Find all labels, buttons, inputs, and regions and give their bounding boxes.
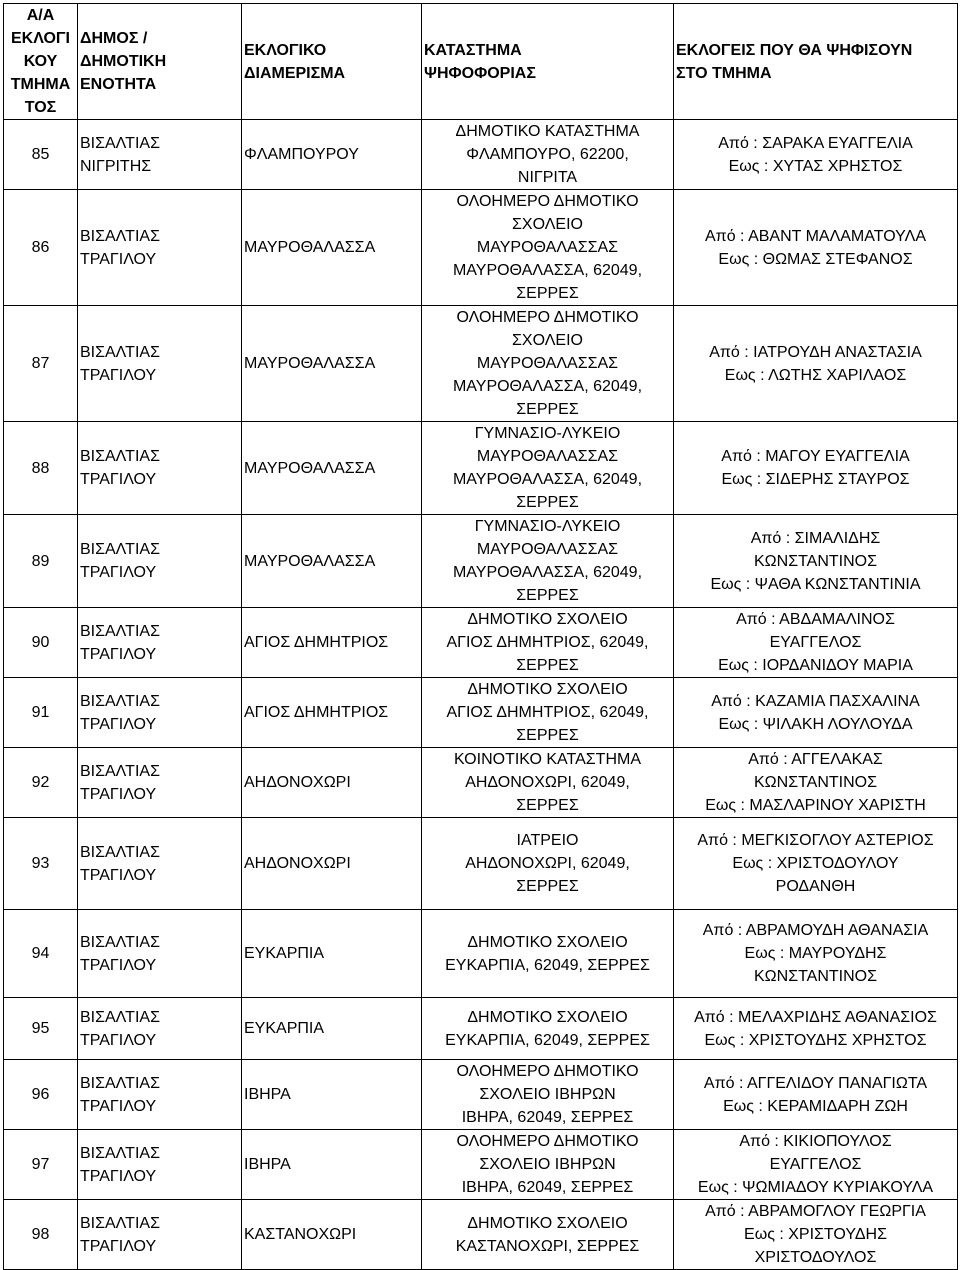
voters-range-cell-line: Από : ΑΓΓΕΛΑΚΑΣ xyxy=(748,751,883,768)
voters-range-cell-line: ΚΩΝΣΤΑΝΤΙΝΟΣ xyxy=(754,968,877,985)
voters-range-cell-line: Από : ΚΑΖΑΜΙΑ ΠΑΣΧΑΛΙΝΑ xyxy=(711,692,920,710)
district-cell xyxy=(242,818,422,910)
municipality-cell-line: ΤΡΑΓΙΛΟΥ xyxy=(80,715,157,733)
polling-station-cell-line: ΣΧΟΛΕΙΟ xyxy=(512,216,583,233)
voters-range-cell xyxy=(674,422,958,515)
municipality-cell-line: ΒΙΣΑΛΤΙΑΣ xyxy=(80,762,160,780)
voters-range-cell xyxy=(674,306,958,422)
voters-range-cell-line: ΕΥΑΓΓΕΛΟΣ xyxy=(769,634,862,651)
municipality-cell-line: ΤΡΑΓΙΛΟΥ xyxy=(80,956,157,974)
municipality-cell-line: ΒΙΣΑΛΤΙΑΣ xyxy=(80,448,160,465)
voters-range-cell-line: Εως : ΘΩΜΑΣ ΣΤΕΦΑΝΟΣ xyxy=(718,250,913,268)
polling-station-cell-line: ΜΑΥΡΟΘΑΛΑΣΣΑΣ xyxy=(476,448,619,465)
table-header-row xyxy=(4,4,958,120)
municipality-cell-line: ΤΡΑΓΙΛΟΥ xyxy=(80,785,157,803)
polling-station-cell-line: ΜΑΥΡΟΘΑΛΑΣΣΑ, 62049, xyxy=(452,471,643,488)
section-number-cell: 85 xyxy=(4,120,78,190)
table-row xyxy=(4,1200,958,1270)
district-cell xyxy=(242,678,422,748)
voters-range-cell-line: Από : ΑΒΔΑΜΑΛΙΝΟΣ xyxy=(736,611,895,628)
municipality-cell-line: ΤΡΑΓΙΛΟΥ xyxy=(80,866,157,884)
section-number-cell: 92 xyxy=(4,748,78,818)
table-row xyxy=(4,608,958,678)
municipality-cell-line: ΤΡΑΓΙΛΟΥ xyxy=(80,471,157,488)
voters-range-cell-line: Εως : ΙΟΡΔΑΝΙΔΟΥ ΜΑΡΙΑ xyxy=(718,657,913,674)
municipality-cell-line: ΒΙΣΑΛΤΙΑΣ xyxy=(80,227,160,245)
municipality-cell-line: ΤΡΑΓΙΛΟΥ xyxy=(80,1031,157,1049)
polling-station-cell-line: ΟΛΟΗΜΕΡΟ ΔΗΜΟΤΙΚΟ xyxy=(456,1063,639,1080)
municipality-cell xyxy=(78,1130,242,1200)
voters-range-cell xyxy=(674,515,958,608)
district-cell-line: ΑΓΙΟΣ ΔΗΜΗΤΡΙΟΣ xyxy=(244,634,389,651)
municipality-cell-line: ΤΡΑΓΙΛΟΥ xyxy=(80,564,157,581)
municipality-cell xyxy=(78,678,242,748)
polling-station-cell-line: ΜΑΥΡΟΘΑΛΑΣΣΑ, 62049, xyxy=(452,378,643,395)
voters-range-cell-line: Εως : ΨΩΜΙΑΔΟΥ ΚΥΡΙΑΚΟΥΛΑ xyxy=(697,1179,934,1196)
district-cell xyxy=(242,910,422,998)
municipality-cell-line: ΤΡΑΓΙΛΟΥ xyxy=(80,250,157,268)
polling-station-cell xyxy=(422,306,674,422)
district-cell-line: ΦΛΑΜΠΟΥΡΟΥ xyxy=(244,146,359,163)
voters-range-cell-line: Εως : ΣΙΔΕΡΗΣ ΣΤΑΥΡΟΣ xyxy=(721,471,910,488)
section-number-cell: 96 xyxy=(4,1060,78,1130)
table-row xyxy=(4,678,958,748)
polling-station-cell xyxy=(422,910,674,998)
polling-station-cell-line: ΔΗΜΟΤΙΚΟ ΣΧΟΛΕΙΟ xyxy=(467,1008,628,1026)
polling-station-cell-line: ΓΥΜΝΑΣΙΟ-ΛΥΚΕΙΟ xyxy=(474,518,621,535)
table-row xyxy=(4,998,958,1060)
voters-range-cell-line: Από : ΜΕΓΚΙΣΟΓΛΟΥ ΑΣΤΕΡΙΟΣ xyxy=(697,832,934,849)
section-number-cell: 88 xyxy=(4,422,78,515)
polling-station-cell-line: ΔΗΜΟΤΙΚΟ ΣΧΟΛΕΙΟ xyxy=(467,681,628,698)
municipality-cell-line: ΒΙΣΑΛΤΙΑΣ xyxy=(80,1214,160,1232)
polling-station-cell xyxy=(422,818,674,910)
district-cell-line: ΑΗΔΟΝΟΧΩΡΙ xyxy=(244,774,351,791)
polling-station-cell xyxy=(422,1200,674,1270)
municipality-cell-line: ΤΡΑΓΙΛΟΥ xyxy=(80,645,157,663)
district-cell xyxy=(242,1200,422,1270)
municipality-cell-line: ΒΙΣΑΛΤΙΑΣ xyxy=(80,1008,160,1026)
district-cell-line: ΑΓΙΟΣ ΔΗΜΗΤΡΙΟΣ xyxy=(244,704,389,721)
municipality-cell-line: ΒΙΣΑΛΤΙΑΣ xyxy=(80,1074,160,1092)
polling-station-cell-line: ΣΕΡΡΕΣ xyxy=(516,878,579,895)
header-district: ΕΚΛΟΓΙΚΟ ΔΙΑΜΕΡΙΣΜΑ xyxy=(242,4,422,120)
municipality-cell xyxy=(78,608,242,678)
municipality-cell-line: ΤΡΑΓΙΛΟΥ xyxy=(80,1167,157,1185)
voters-range-cell-line: ΚΩΝΣΤΑΝΤΙΝΟΣ xyxy=(754,552,877,570)
district-cell-line: ΙΒΗΡΑ xyxy=(244,1086,291,1103)
voters-range-cell xyxy=(674,608,958,678)
polling-station-cell xyxy=(422,120,674,190)
polling-station-cell xyxy=(422,1060,674,1130)
voters-range-cell-line: Από : ΑΒΡΑΜΟΓΛΟΥ ΓΕΩΡΓΙΑ xyxy=(705,1203,926,1220)
voters-range-cell-line: Από : ΑΓΓΕΛΙΔΟΥ ΠΑΝΑΓΙΩΤΑ xyxy=(703,1074,928,1092)
polling-station-cell-line: ΣΕΡΡΕΣ xyxy=(516,797,579,814)
voters-range-cell-line: Εως : ΧΥΤΑΣ ΧΡΗΣΤΟΣ xyxy=(728,157,903,175)
municipality-cell xyxy=(78,1060,242,1130)
voters-range-cell xyxy=(674,1060,958,1130)
polling-station-cell-line: ΔΗΜΟΤΙΚΟ ΚΑΤΑΣΤΗΜΑ xyxy=(455,123,640,140)
polling-station-cell-line: ΜΑΥΡΟΘΑΛΑΣΣΑΣ xyxy=(476,355,619,372)
voters-range-cell-line: Εως : ΨΙΛΑΚΗ ΛΟΥΛΟΥΔΑ xyxy=(718,715,913,733)
municipality-cell-line: ΤΡΑΓΙΛΟΥ xyxy=(80,1237,157,1255)
polling-station-cell xyxy=(422,678,674,748)
polling-station-cell-line: ΣΕΡΡΕΣ xyxy=(516,285,579,302)
polling-station-cell-line: ΟΛΟΗΜΕΡΟ ΔΗΜΟΤΙΚΟ xyxy=(456,193,639,210)
voters-range-cell-line: Εως : ΧΡΙΣΤΟΔΟΥΛΟΥ xyxy=(732,855,899,872)
polling-station-cell-line: ΜΑΥΡΟΘΑΛΑΣΣΑ, 62049, xyxy=(452,262,643,279)
polling-station-cell-line: ΙΑΤΡΕΙΟ xyxy=(516,832,579,849)
table-row xyxy=(4,515,958,608)
polling-station-cell-line: ΟΛΟΗΜΕΡΟ ΔΗΜΟΤΙΚΟ xyxy=(456,309,639,326)
municipality-cell-line: ΒΙΣΑΛΤΙΑΣ xyxy=(80,622,160,640)
voters-range-cell-line: Εως : ΜΑΣΛΑΡΙΝΟΥ ΧΑΡΙΣΤΗ xyxy=(705,797,926,814)
voters-range-cell-line: Από : ΑΒΑΝΤ ΜΑΛΑΜΑΤΟΥΛΑ xyxy=(705,227,926,245)
district-cell-line: ΙΒΗΡΑ xyxy=(244,1156,291,1173)
table-row xyxy=(4,190,958,306)
section-number-cell: 90 xyxy=(4,608,78,678)
polling-station-cell-line: ΑΗΔΟΝΟΧΩΡΙ, 62049, xyxy=(465,774,630,791)
municipality-cell xyxy=(78,748,242,818)
section-number-cell: 98 xyxy=(4,1200,78,1270)
polling-station-cell-line: ΔΗΜΟΤΙΚΟ ΣΧΟΛΕΙΟ xyxy=(467,611,628,628)
table-row xyxy=(4,910,958,998)
section-number-cell: 93 xyxy=(4,818,78,910)
municipality-cell-line: ΒΙΣΑΛΤΙΑΣ xyxy=(80,343,160,361)
municipality-cell xyxy=(78,910,242,998)
district-cell xyxy=(242,1060,422,1130)
voters-range-cell-line: Από : ΜΕΛΑΧΡΙΔΗΣ ΑΘΑΝΑΣΙΟΣ xyxy=(694,1008,937,1026)
voters-range-cell-line: Από : ΑΒΡΑΜΟΥΔΗ ΑΘΑΝΑΣΙΑ xyxy=(702,922,929,939)
voters-range-cell-line: Εως : ΧΡΙΣΤΟΥΔΗΣ xyxy=(744,1226,887,1243)
voters-range-cell xyxy=(674,120,958,190)
section-number-cell: 97 xyxy=(4,1130,78,1200)
district-cell xyxy=(242,422,422,515)
district-cell-line: ΜΑΥΡΟΘΑΛΑΣΣΑ xyxy=(244,459,376,477)
polling-station-cell-line: ΣΕΡΡΕΣ xyxy=(516,494,579,511)
section-number-cell: 89 xyxy=(4,515,78,608)
municipality-cell-line: ΒΙΣΑΛΤΙΑΣ xyxy=(80,843,160,861)
polling-station-cell-line: ΔΗΜΟΤΙΚΟ ΣΧΟΛΕΙΟ xyxy=(467,1214,628,1232)
voters-range-cell xyxy=(674,678,958,748)
table-row xyxy=(4,748,958,818)
section-number-cell: 94 xyxy=(4,910,78,998)
polling-station-cell-line: ΜΑΥΡΟΘΑΛΑΣΣΑΣ xyxy=(476,541,619,558)
polling-station-cell-line: ΣΕΡΡΕΣ xyxy=(516,727,579,744)
voters-range-cell-line: Εως : ΚΕΡΑΜΙΔΑΡΗ ΖΩΗ xyxy=(723,1097,908,1115)
voters-range-cell-line: Από : ΣΑΡΑΚΑ ΕΥΑΓΓΕΛΙΑ xyxy=(718,134,913,152)
district-cell xyxy=(242,748,422,818)
header-polling-station: ΚΑΤΑΣΤΗΜΑ ΨΗΦΟΦΟΡΙΑΣ xyxy=(422,4,674,120)
district-cell xyxy=(242,998,422,1060)
polling-station-cell-line: ΕΥΚΑΡΠΙΑ, 62049, ΣΕΡΡΕΣ xyxy=(445,956,650,974)
polling-station-cell-line: ΚΑΣΤΑΝΟΧΩΡΙ, ΣΕΡΡΕΣ xyxy=(455,1237,640,1255)
section-number-cell: 91 xyxy=(4,678,78,748)
polling-station-cell-line: ΣΕΡΡΕΣ xyxy=(516,401,579,418)
table-row xyxy=(4,422,958,515)
section-number-cell: 87 xyxy=(4,306,78,422)
polling-station-cell-line: ΦΛΑΜΠΟΥΡΟ, 62200, xyxy=(466,146,629,163)
district-cell xyxy=(242,1130,422,1200)
municipality-cell xyxy=(78,515,242,608)
header-section-number: Α/Α ΕΚΛΟΓΙ ΚΟΥ ΤΜΗΜΑ ΤΟΣ xyxy=(4,4,78,120)
district-cell xyxy=(242,306,422,422)
municipality-cell xyxy=(78,190,242,306)
polling-station-cell xyxy=(422,422,674,515)
district-cell xyxy=(242,608,422,678)
voters-range-cell-line: Εως : ΜΑΥΡΟΥΔΗΣ xyxy=(744,945,887,962)
polling-station-cell xyxy=(422,608,674,678)
municipality-cell-line: ΝΙΓΡΙΤΗΣ xyxy=(80,157,152,175)
polling-station-cell-line: ΣΧΟΛΕΙΟ xyxy=(512,332,583,349)
voters-range-cell xyxy=(674,1130,958,1200)
voters-range-cell-line: ΕΥΑΓΓΕΛΟΣ xyxy=(769,1156,862,1173)
district-cell xyxy=(242,190,422,306)
table-row xyxy=(4,306,958,422)
voters-range-cell xyxy=(674,748,958,818)
polling-station-cell-line: ΣΧΟΛΕΙΟ ΙΒΗΡΩΝ xyxy=(479,1156,616,1173)
polling-station-cell xyxy=(422,998,674,1060)
district-cell-line: ΜΑΥΡΟΘΑΛΑΣΣΑ xyxy=(244,239,376,256)
district-cell-line: ΑΗΔΟΝΟΧΩΡΙ xyxy=(244,855,351,872)
voters-range-cell-line: Εως : ΧΡΙΣΤΟΥΔΗΣ ΧΡΗΣΤΟΣ xyxy=(704,1031,927,1049)
polling-station-cell xyxy=(422,515,674,608)
district-cell-line: ΜΑΥΡΟΘΑΛΑΣΣΑ xyxy=(244,355,376,372)
polling-station-cell-line: ΣΕΡΡΕΣ xyxy=(516,657,579,674)
district-cell-line: ΜΑΥΡΟΘΑΛΑΣΣΑ xyxy=(244,552,376,570)
polling-station-cell-line: ΚΟΙΝΟΤΙΚΟ ΚΑΤΑΣΤΗΜΑ xyxy=(454,751,641,768)
municipality-cell-line: ΒΙΣΑΛΤΙΑΣ xyxy=(80,692,160,710)
district-cell-line: ΕΥΚΑΡΠΙΑ xyxy=(244,945,325,962)
voters-range-cell xyxy=(674,998,958,1060)
polling-station-cell xyxy=(422,748,674,818)
municipality-cell xyxy=(78,998,242,1060)
district-cell-line: ΚΑΣΤΑΝΟΧΩΡΙ xyxy=(244,1226,357,1243)
polling-station-cell-line: ΓΥΜΝΑΣΙΟ-ΛΥΚΕΙΟ xyxy=(474,425,621,442)
polling-station-cell-line: ΙΒΗΡΑ, 62049, ΣΕΡΡΕΣ xyxy=(461,1109,634,1126)
polling-station-cell-line: ΣΕΡΡΕΣ xyxy=(516,587,579,604)
voters-range-cell-line: Από : ΙΑΤΡΟΥΔΗ ΑΝΑΣΤΑΣΙΑ xyxy=(709,343,922,361)
voters-range-cell-line: Από : ΚΙΚΙΟΠΟΥΛΟΣ xyxy=(739,1133,892,1150)
voters-range-cell xyxy=(674,1200,958,1270)
table-row xyxy=(4,1060,958,1130)
municipality-cell-line: ΒΙΣΑΛΤΙΑΣ xyxy=(80,1144,160,1162)
municipality-cell xyxy=(78,818,242,910)
voters-range-cell-line: Εως : ΨΑΘΑ ΚΩΝΣΤΑΝΤΙΝΙΑ xyxy=(710,575,921,593)
district-cell xyxy=(242,515,422,608)
municipality-cell xyxy=(78,1200,242,1270)
polling-station-cell-line: ΔΗΜΟΤΙΚΟ ΣΧΟΛΕΙΟ xyxy=(467,933,628,951)
voters-range-cell xyxy=(674,190,958,306)
polling-station-cell-line: ΑΗΔΟΝΟΧΩΡΙ, 62049, xyxy=(465,855,630,872)
polling-station-cell-line: ΕΥΚΑΡΠΙΑ, 62049, ΣΕΡΡΕΣ xyxy=(445,1031,650,1049)
voters-range-cell-line: ΧΡΙΣΤΟΔΟΥΛΟΣ xyxy=(754,1249,877,1266)
polling-station-cell-line: ΜΑΥΡΟΘΑΛΑΣΣΑΣ xyxy=(476,239,619,256)
polling-station-cell-line: ΝΙΓΡΙΤΑ xyxy=(517,169,578,186)
municipality-cell-line: ΒΙΣΑΛΤΙΑΣ xyxy=(80,541,160,558)
polling-stations-table xyxy=(3,3,958,1270)
voters-range-cell-line: Εως : ΛΩΤΗΣ ΧΑΡΙΛΑΟΣ xyxy=(724,366,907,384)
polling-station-cell xyxy=(422,1130,674,1200)
district-cell xyxy=(242,120,422,190)
voters-range-cell-line: ΚΩΝΣΤΑΝΤΙΝΟΣ xyxy=(754,774,877,791)
header-municipality: ΔΗΜΟΣ / ΔΗΜΟΤΙΚΗ ΕΝΟΤΗΤΑ xyxy=(78,4,242,120)
polling-station-cell-line: ΑΓΙΟΣ ΔΗΜΗΤΡΙΟΣ, 62049, xyxy=(446,704,649,721)
polling-station-cell-line: ΑΓΙΟΣ ΔΗΜΗΤΡΙΟΣ, 62049, xyxy=(446,634,649,651)
voters-range-cell xyxy=(674,818,958,910)
header-voters: ΕΚΛΟΓΕΙΣ ΠΟΥ ΘΑ ΨΗΦΙΣΟΥΝ ΣΤΟ ΤΜΗΜΑ xyxy=(674,4,958,120)
municipality-cell xyxy=(78,306,242,422)
municipality-cell xyxy=(78,422,242,515)
voters-range-cell-line: Από : ΣΙΜΑΛΙΔΗΣ xyxy=(750,529,881,547)
voters-range-cell xyxy=(674,910,958,998)
municipality-cell-line: ΤΡΑΓΙΛΟΥ xyxy=(80,1097,157,1115)
polling-station-cell-line: ΟΛΟΗΜΕΡΟ ΔΗΜΟΤΙΚΟ xyxy=(456,1133,639,1150)
voters-range-cell-line: ΡΟΔΑΝΘΗ xyxy=(775,878,856,895)
table-row xyxy=(4,1130,958,1200)
section-number-cell: 86 xyxy=(4,190,78,306)
voters-range-cell-line: Από : ΜΑΓΟΥ ΕΥΑΓΓΕΛΙΑ xyxy=(721,448,910,465)
municipality-cell-line: ΤΡΑΓΙΛΟΥ xyxy=(80,366,157,384)
table-row xyxy=(4,120,958,190)
municipality-cell xyxy=(78,120,242,190)
municipality-cell-line: ΒΙΣΑΛΤΙΑΣ xyxy=(80,134,160,152)
district-cell-line: ΕΥΚΑΡΠΙΑ xyxy=(244,1020,325,1037)
polling-station-cell-line: ΣΧΟΛΕΙΟ ΙΒΗΡΩΝ xyxy=(479,1086,616,1103)
table-row xyxy=(4,818,958,910)
polling-station-cell-line: ΙΒΗΡΑ, 62049, ΣΕΡΡΕΣ xyxy=(461,1179,634,1196)
section-number-cell: 95 xyxy=(4,998,78,1060)
polling-station-cell-line: ΜΑΥΡΟΘΑΛΑΣΣΑ, 62049, xyxy=(452,564,643,581)
polling-station-cell xyxy=(422,190,674,306)
municipality-cell-line: ΒΙΣΑΛΤΙΑΣ xyxy=(80,933,160,951)
